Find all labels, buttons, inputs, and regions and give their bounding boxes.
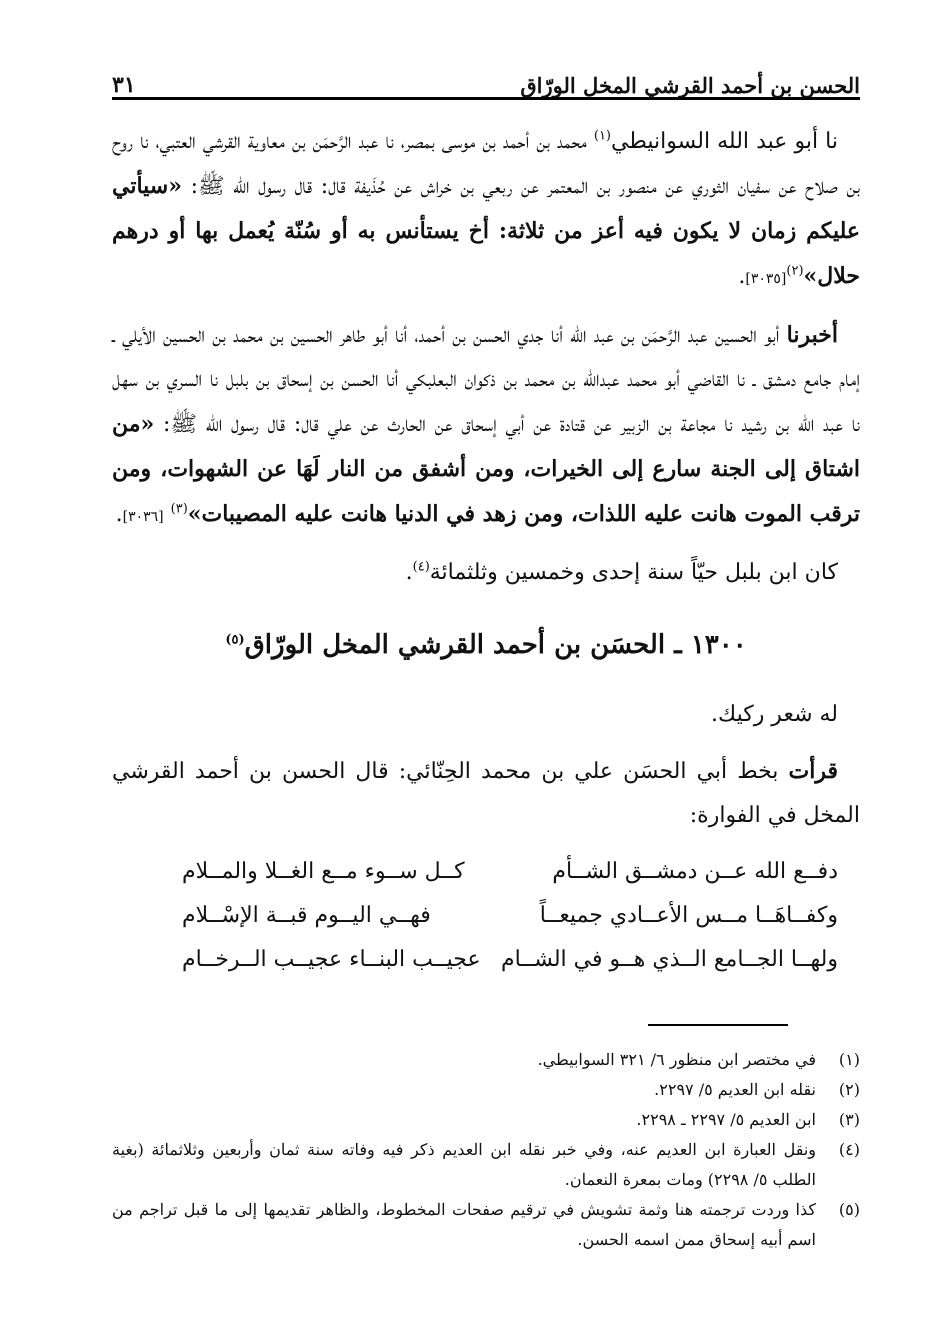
page-number: ٣١ [112, 72, 136, 98]
footnote-marker: (٥) [225, 632, 245, 648]
lead-word: أخبرنا [786, 322, 838, 348]
footnote [112, 1075, 860, 1105]
footnote-text: نقله ابن العديم ٥/ ٢٢٩٧. [654, 1080, 816, 1099]
heading-text: ١٣٠٠ ـ الحسَن بن أحمد القرشي المخل الورّاق [244, 630, 747, 660]
reference-number: [٣٠٣٥] [745, 271, 787, 287]
footnote-text: كذا وردت ترجمته هنا وثمة تشويش في ترقيم صفحات المخطوط، والظاهر تقديمها إلى ما قبل تراجم من اسم أبيه إسحاق ممن اسمه الحسن. [112, 1200, 816, 1249]
entry-heading [112, 623, 860, 667]
footnote [112, 1045, 860, 1075]
footnote-text: ابن العديم ٥/ ٢٢٩٧ ـ ٢٢٩٨. [636, 1110, 816, 1129]
footnote-marker: (٤) [412, 559, 430, 575]
paragraph-text: أبو الحسين عبد الرَّحمَن بن عبد اللّه أنا جدي الحسن بن أحمد، أنا أبو طاهر الحسين بن محمد بن الحسين الأيلي ـ إمام جامع دمشق ـ نا القاضي أبو محمد عبدالله بن محمد بن ذكوان البعلبكي أنا الحسن بن إسحاق بن بلبل نا السري بن سهل نا عبد الله بن رشيد نا مجاعة بن الزبير عن قتادة عن أبي إسحاق عن الحارث عن علي قال: قال رسول الله ﷺ: [112, 323, 860, 437]
paragraph-text: بخط أبي الحسَن علي بن محمد الحِنّائي: قال الحسن بن أحمد القرشي المخل في الفوارة: [112, 759, 860, 828]
footnote-rule [648, 1024, 788, 1026]
footnote [112, 1135, 860, 1195]
verse-first-hemistich: دفــع الله عــن دمشــق الشــأم [552, 859, 838, 884]
paragraph-text: كان ابن بلبل حيّاً سنة إحدى وخمسين وثلثمائة [429, 560, 838, 585]
paragraph-text: نا أبو عبد الله السوانيطي [611, 129, 839, 154]
footnote-number: (٤) [838, 1140, 860, 1159]
poem-verse [112, 938, 860, 982]
running-title: الحسن بن أحمد القرشي المخل الورّاق [520, 73, 860, 98]
paragraph-text: له شعر ركيك. [711, 702, 838, 727]
footnote-number: (٥) [838, 1200, 860, 1219]
verse-second-hemistich: عجيــب البنــاء عجيــب الــرخــام [182, 947, 481, 972]
footnote-marker: (١) [593, 128, 611, 144]
footnote [112, 1195, 860, 1255]
footnote-marker: (٢) [786, 263, 804, 279]
paragraph-5 [112, 749, 860, 838]
verse-second-hemistich: كــل ســوء مــع الغــلا والمــلام [182, 859, 465, 884]
verse-second-hemistich: فهــي اليــوم قبــة الإسْــلام [182, 903, 431, 928]
paragraph-1: نا أبو عبد الله السوانيطي$^{(١)}$ محمد بن أحمد بن موسى بمصر، نا عبد الرَّحمَن بن معاوية القرشي العتبي، نا روح بن صلاح عن سفيان الثوري عن منصور بن المعتمر عن ربعي بن خراش عن حُذَيفة قال: قال رسول اللّه ﷺ: «سيأتي عليكم زمان لا يكون فيه أعز من ثلاثة: أخ يستأنس به أو سُنّة يُعمل بها أو درهم حلال»$^{(٢)}$[٣٠٣٥]. [112, 128, 860, 289]
hadith-text: «من اشتاق إلى الجنة سارع إلى الخيرات، ومن أشفق من النار لَهَا عن الشهوات، ومن ترقب الموت هانت عليه اللذات، ومن زهد في الدنيا هانت عليه المصيبات» [112, 411, 860, 527]
verse-first-hemistich: وكفــاهَــا مــس الأعــادي جميعــاً [539, 903, 838, 928]
footnote-number: (٢) [838, 1080, 860, 1099]
poem-verse [112, 850, 860, 894]
poem-verse [112, 894, 860, 938]
footnote-text: في مختصر ابن منظور ٦/ ٣٢١ السوابيطي. [537, 1050, 816, 1069]
running-header [112, 58, 860, 98]
poem [112, 850, 860, 982]
footnote [112, 1105, 860, 1135]
footnote-text: ونقل العبارة ابن العديم عنه، وفي خبر نقله ابن العديم ذكر فيه وفاته سنة ثمان وأربعين وثلاثمائة (بغية الطلب ٥/ ٢٢٩٨) ومات بمعرة النعمان. [112, 1140, 817, 1189]
footnote-number: (١) [838, 1050, 860, 1069]
header-rule [112, 97, 860, 100]
footnotes [112, 1045, 860, 1255]
footnote-marker: (٣) [170, 501, 188, 517]
footnote-number: (٣) [838, 1110, 860, 1129]
hadith-text: «سيأتي عليكم زمان لا يكون فيه أعز من ثلاثة: أخ يستأنس به أو سُنّة يُعمل بها أو درهم حلال» [112, 173, 860, 289]
lead-word: قرأت [788, 758, 838, 784]
main-text [112, 120, 860, 982]
paragraph-text: محمد بن أحمد بن موسى بمصر، نا عبد الرَّحمَن بن معاوية القرشي العتبي، نا روح بن صلاح عن سفيان الثوري عن منصور بن المعتمر عن ربعي بن خراش عن حُذَيفة قال: قال رسول اللّه ﷺ: [112, 129, 860, 199]
reference-number: [٣٠٣٦] [122, 509, 164, 525]
paragraph-4 [112, 693, 860, 737]
paragraph-3: كان ابن بلبل حيّاً سنة إحدى وخمسين وثلثمائة$^{(٤)}$. [405, 559, 838, 585]
paragraph-2: أخبرنا أبو الحسين عبد الرَّحمَن بن عبد اللّه أنا جدي الحسن بن أحمد، أنا أبو طاهر الحسين بن محمد بن الحسين الأيلي ـ إمام جامع دمشق ـ نا القاضي أبو محمد عبدالله بن محمد بن ذكوان البعلبكي أنا الحسن بن إسحاق بن بلبل نا السري بن سهل نا عبد الله بن رشيد نا مجاعة بن الزبير عن قتادة عن أبي إسحاق عن الحارث عن علي قال: قال رسول الله ﷺ: «من اشتاق إلى الجنة سارع إلى الخيرات، ومن أشفق من النار لَهَا عن الشهوات، ومن ترقب الموت هانت عليه اللذات، ومن زهد في الدنيا هانت عليه المصيبات»$^{(٣)}$ [٣٠٣٦]. [112, 322, 860, 527]
verse-first-hemistich: ولهــا الجــامع الــذي هــو في الشــام [501, 947, 838, 972]
